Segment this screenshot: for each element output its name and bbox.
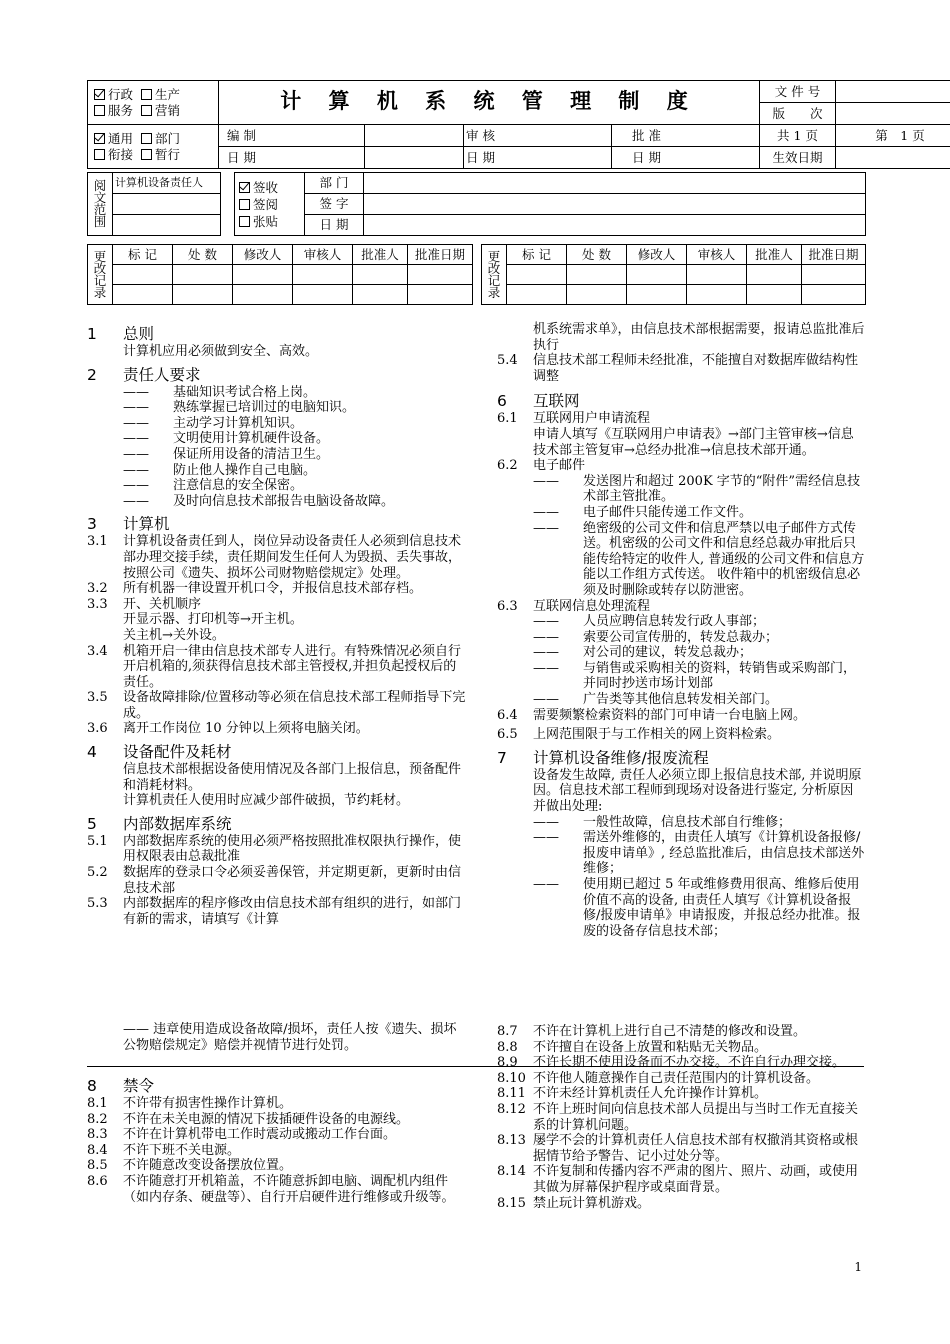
doc-no-label: 文 件 号 [760, 81, 836, 103]
col-modifier: 修改人 [233, 245, 293, 265]
list-item: 8.1 不许带有损害性操作计算机。 [87, 1096, 293, 1111]
reviewer-label: 审 核 [464, 125, 612, 147]
col-approver-2: 批准人 [747, 245, 802, 265]
list-item: 8.11 不许未经计算机责任人允许操作计算机。 [497, 1086, 768, 1102]
list-item: 6.1 互联网用户申请流程 [497, 411, 651, 427]
list-item: 8.8 不许擅自在设备上放置和粘贴无关物品。 [497, 1039, 768, 1055]
left-column [87, 322, 467, 927]
list-item: 6.4 需要频繁检索资料的部门可申请一台电脑上网。 [497, 707, 807, 723]
list-item: —— 保证所用设备的清洁卫生。 [123, 446, 330, 462]
section-3-items [87, 534, 467, 737]
effective-date-value [836, 147, 950, 169]
page-number: 1 [854, 1260, 862, 1274]
section-3-heading: 3 计算机 [87, 515, 170, 534]
checkbox-admin[interactable] [94, 89, 105, 100]
category-box-2: 通用 部门 衔接 暂行 [88, 125, 219, 169]
list-item: 3.5 设备故障排除/位置移动等必须在信息技术部工程师指导下完成。 [87, 690, 466, 721]
list-item: 3.2 所有机器一律设置开机口令，并报信息技术部存档。 [87, 581, 423, 597]
col-approve-date: 批准日期 [408, 245, 473, 265]
list-item: 8.6 不许随意打开机箱盖，不许随意拆卸电脑、调配机内组件（如内存条、硬盘等）、自行开启硬件进行维修或升级等。 [87, 1173, 455, 1205]
list-item: 3.3 开、关机顺序 [87, 596, 202, 612]
checkbox-sign-read[interactable] [239, 199, 250, 210]
list-item: 5.3 内部数据库的程序修改由信息技术部有组织的进行，如部门有新的需求，请填写《计算 [87, 896, 462, 927]
list-item: —— 与销售或采购相关的资料，转销售或采购部门，并同时抄送市场计划部 [533, 660, 857, 692]
date-value-2 [612, 147, 760, 169]
change-label-right: 更改记录 [482, 245, 507, 305]
checkbox-marketing[interactable] [141, 105, 152, 116]
list-item: —— 文明使用计算机硬件设备。 [123, 431, 330, 447]
list-item: 8.15 禁止玩计算机游戏。 [497, 1195, 651, 1211]
list-item: —— 注意信息的安全保密。 [123, 478, 304, 494]
version-label: 版 次 [760, 103, 836, 125]
circulation-options: 签收 签阅 张贴 [235, 173, 305, 236]
list-item: 开显示器、打印机等→开主机。 [123, 612, 303, 628]
col-count: 处 数 [173, 245, 233, 265]
checkbox-sign-receive[interactable] [239, 182, 250, 193]
list-item: —— 及时向信息技术部报告电脑设备故障。 [123, 493, 395, 509]
list-item: —— 使用期已超过 5 年或维修费用很高、维修后使用价值不高的设备, 由责任人填写《计算机设备报修/报废申请单》申请报废，并报总经办批准。报废的设备存信息技术部； [533, 877, 861, 939]
editor-value [365, 125, 464, 147]
list-item: —— 熟练掌握已培训过的电脑知识。 [123, 400, 356, 416]
list-item: —— 防止他人操作自己电脑。 [123, 462, 317, 478]
section-1-text: 计算机应用必须做到安全、高效。 [123, 344, 319, 359]
section-7-trailing: —— 违章使用造成设备故障/损坏，责任人按《遗失、损坏公物赔偿规定》赔偿并视情节进行处罚。 [123, 1022, 457, 1053]
list-item: 8.14 不许复制和传播内容不严肃的图片、照片、动画，或使用其做为屏幕保护程序或桌面背景。 [497, 1164, 859, 1195]
list-item: —— 广告类等其他信息转发相关部门。 [533, 692, 779, 708]
col-approver: 批准人 [353, 245, 408, 265]
checkbox-link[interactable] [94, 149, 105, 160]
list-item: —— 人员应聘信息转发行政人事部； [533, 614, 766, 630]
col-approve-date-2: 批准日期 [802, 245, 866, 265]
section-2-list [87, 385, 467, 510]
list-item: 8.12 不许上班时间向信息技术部人员提出与当时工作无直接关系的计算机问题。 [497, 1101, 859, 1133]
list-item: 关主机→关外设。 [123, 627, 225, 643]
email-rules [497, 474, 865, 599]
list-item: 8.3 不许在计算机带电工作时震动或搬动工作台面。 [87, 1127, 397, 1143]
signature-label: 签 字 [305, 194, 364, 215]
checkbox-service[interactable] [94, 105, 105, 116]
checkbox-post[interactable] [239, 216, 250, 227]
circ-date-label: 日 期 [305, 215, 364, 236]
section-5-heading: 5 内部数据库系统 [87, 814, 232, 833]
page-current: 第 1 页 [836, 125, 950, 147]
section-5-items [87, 834, 467, 928]
version-value [836, 103, 950, 125]
list-item: 3.6 离开工作岗位 10 分钟以上须将电脑关闭。 [87, 721, 369, 737]
circulation-table [87, 172, 866, 236]
list-item: 8.7 不许在计算机上进行自己不清楚的修改和设置。 [497, 1024, 807, 1039]
date-label-1: 日 期 [219, 147, 365, 169]
col-modifier-2: 修改人 [627, 245, 687, 265]
editor-label: 编 制 [219, 125, 365, 147]
list-item: 5.4 信息技术部工程师未经批准，不能擅自对数据库做结构性调整 [497, 353, 859, 384]
change-table-right [481, 244, 866, 305]
list-item: 8.10 不许他人随意操作自己责任范围内的计算机设备。 [497, 1070, 820, 1086]
section-8-right [497, 1024, 865, 1211]
section-4-heading: 4 设备配件及耗材 [87, 743, 232, 762]
list-item: 3.4 机箱开启一律由信息技术部专人进行。有特殊情况必须自行开启机箱的,须获得信息技术部主管授权,并担负起授权后的责任。 [87, 643, 462, 690]
approver-cell [612, 125, 760, 147]
col-mark: 标 记 [113, 245, 173, 265]
list-item: 6.2 电子邮件 [497, 458, 586, 474]
col-reviewer-2: 审核人 [687, 245, 747, 265]
list-item: —— 电子邮件只能传递工作文件。 [533, 504, 753, 520]
info-flow [497, 614, 865, 708]
section-7-intro: 设备发生故障, 责任人必须立即上报信息技术部, 并说明原因。信息技术部工程师到现场对设备进行鉴定, 分析原因并做出处理: [533, 767, 862, 815]
dept-value [364, 173, 866, 194]
list-item: 6.3 互联网信息处理流程 [497, 598, 651, 614]
circ-date-value [364, 215, 866, 236]
section-4-para-1: 信息技术部根据设备使用情况及各部门上报信息，预备配件和消耗材料。 [123, 762, 462, 793]
document-title-cell [219, 81, 760, 125]
checkbox-production[interactable] [141, 89, 152, 100]
list-item: —— 索要公司宣传册的，转发总裁办； [533, 629, 779, 645]
list-item: 8.4 不许下班不关电源。 [87, 1142, 241, 1158]
col-reviewer: 审核人 [293, 245, 353, 265]
date-label-3: 日 期 [632, 149, 661, 165]
section-7-list [497, 815, 865, 940]
list-item: 3.1 计算机设备责任到人，岗位异动设备责任人必须到信息技术部办理交接手续，责任期间发生任何人为毁损、丢失事故，按照公司《遗失、损坏公司财物赔偿规定》处理。 [87, 534, 462, 581]
section-6-heading: 6 互联网 [497, 392, 580, 411]
list-item: 6.5 上网范围限于与工作相关的网上资料检索。 [497, 727, 781, 743]
circulation-person: 计算机设备责任人 [113, 173, 221, 194]
doc-no-value [836, 81, 950, 103]
category-box-1: 行政 生产 服务 营销 [88, 81, 219, 125]
list-item: —— 绝密级的公司文件和信息严禁以电子邮件方式传送。机密级的公司文件和信息经总裁办审批后只能传给特定的收件人, 普通级的公司文件和信息方能以工作组方式传送。 收件箱中的机密级信息必须及时删除或转存以防泄密。 [533, 520, 865, 598]
list-item: 8.5 不许随意改变设备摆放位置。 [87, 1158, 293, 1174]
list-item: 8.2 不许在未关电源的情况下拔插硬件设备的电源线。 [87, 1111, 410, 1127]
header-table [87, 80, 950, 169]
document-title: 计 算 机 系 统 管 理 制 度 [280, 88, 698, 113]
dept-label: 部 门 [305, 173, 364, 194]
date-label-2: 日 期 [464, 147, 612, 169]
list-item: —— 需送外维修的，由责任人填写《计算机设备报修/报废申请单》, 经总监批准后，由信息技术部送外维修； [533, 830, 865, 877]
checkbox-general[interactable] [94, 133, 105, 144]
list-item: —— 对公司的建议，转发总裁办； [533, 645, 753, 661]
circulation-label: 阅文范围 [88, 173, 113, 236]
approver-label: 批 准 [632, 127, 661, 143]
section-7-heading: 7 计算机设备维修/报废流程 [497, 748, 709, 767]
list-item: 8.13 屡学不会的计算机责任人信息技术部有权撤消其资格或根据情节给予警告、记小过处分等。 [497, 1133, 859, 1164]
list-item: —— 基础知识考试合格上岗。 [123, 384, 317, 400]
section-2-heading: 2 责任人要求 [87, 365, 201, 384]
list-item: —— 主动学习计算机知识。 [123, 415, 304, 431]
effective-date-label: 生效日期 [760, 147, 836, 169]
list-item: —— 发送图片和超过 200K 字节的“附件”需经信息技术部主管批准。 [533, 473, 861, 505]
signature-value [364, 194, 866, 215]
date-value-1 [365, 147, 464, 169]
section-5-3-continued: 机系统需求单》，由信息技术部根据需要，报请总监批准后执行 [533, 322, 865, 353]
checkbox-department[interactable] [141, 133, 152, 144]
section-4-para-2: 计算机责任人使用时应减少部件破损，节约耗材。 [123, 793, 410, 809]
list-item: 申请人填写《互联网用户申请表》→部门主管审核→信息技术部主管复审→总经办批准→信息技术部开通。 [533, 426, 854, 458]
pages-total: 共 1 页 [760, 125, 836, 147]
list-item: 5.2 数据库的登录口令必须妥善保管，并定期更新，更新时由信息技术部 [87, 865, 462, 896]
list-item: —— 一般性故障，信息技术部自行维修； [533, 814, 792, 830]
list-item: 8.9 不许长期不使用设备而不办交接。不许自行办理交接。 [497, 1055, 846, 1071]
col-mark-2: 标 记 [507, 245, 567, 265]
col-count-2: 处 数 [567, 245, 627, 265]
section-1-heading: 1 总则 [87, 325, 155, 343]
section-8-left [87, 1074, 467, 1205]
change-label-left: 更改记录 [88, 245, 113, 305]
list-item: 5.1 内部数据库系统的使用必须严格按照批准权限执行操作，使用权限表由总裁批准 [87, 833, 462, 865]
checkbox-temporary[interactable] [141, 149, 152, 160]
right-column [497, 322, 865, 939]
change-table-left [87, 244, 473, 305]
section-8-heading: 8 禁令 [87, 1077, 155, 1095]
